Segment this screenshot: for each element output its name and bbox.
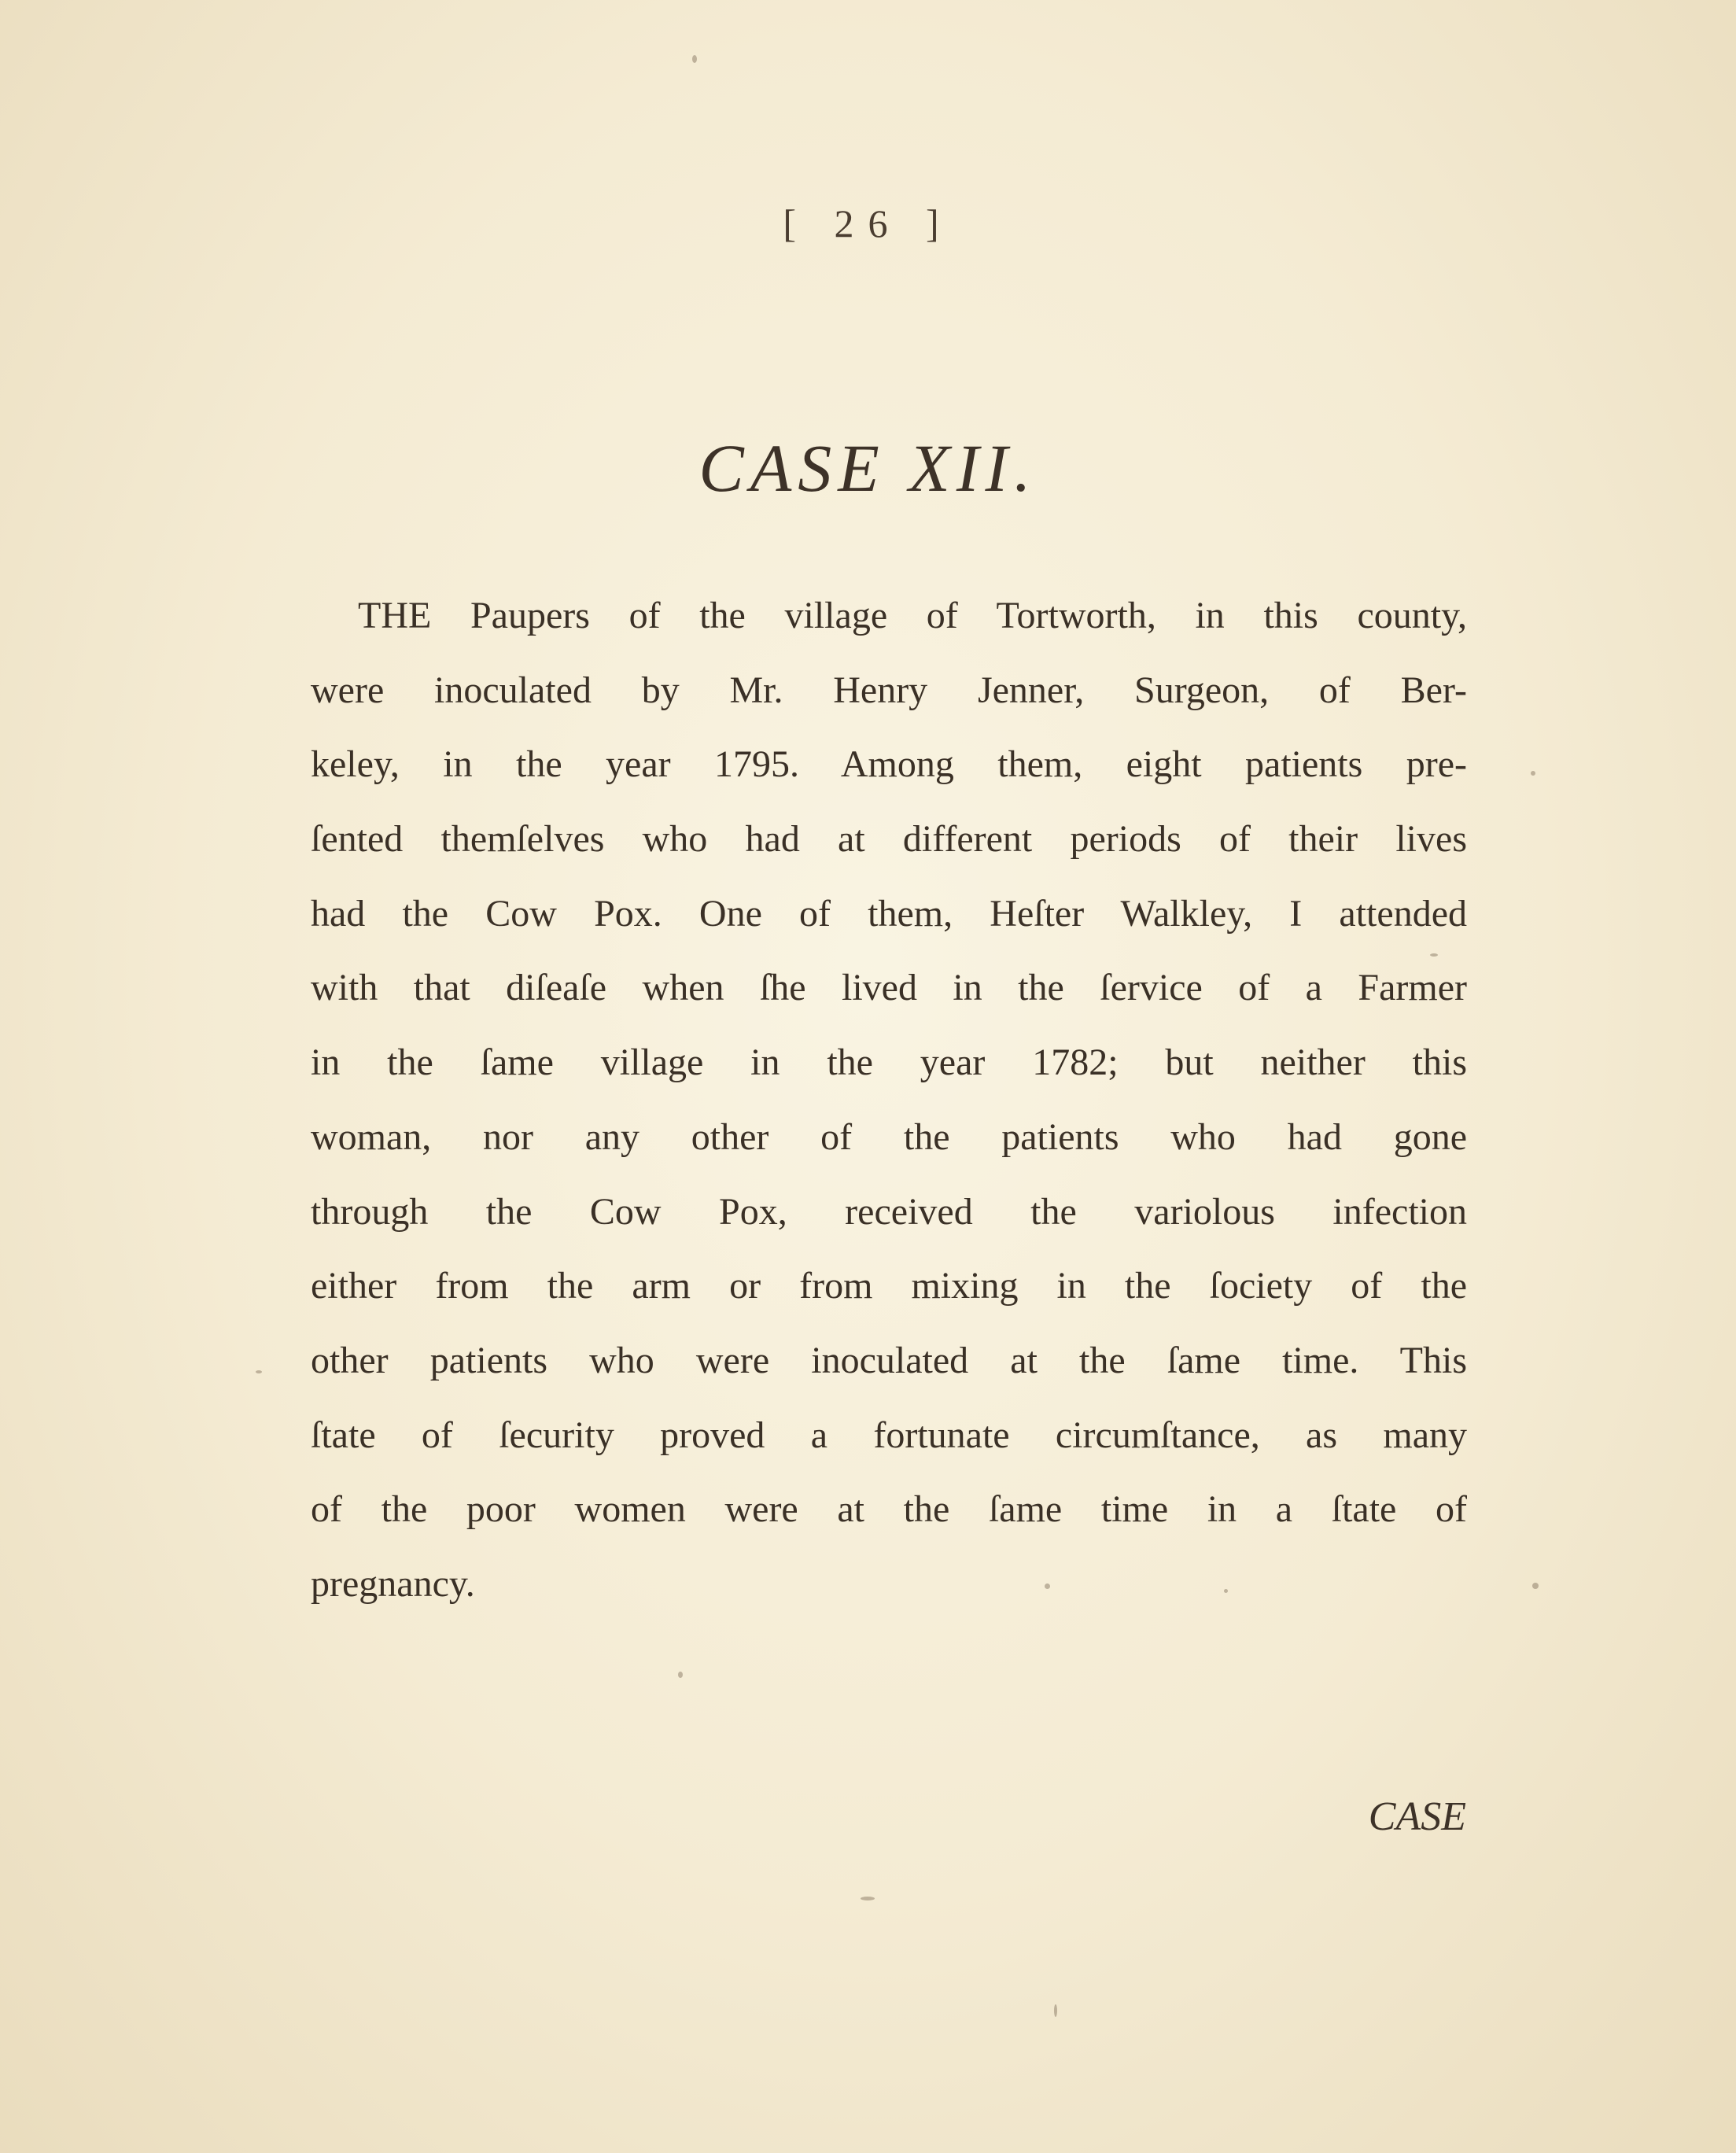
paper-speck	[1531, 771, 1535, 776]
text-line: keley, in the year 1795. Among them, eight patients pre-	[311, 743, 1467, 786]
catchword: CASE	[1368, 1794, 1466, 1839]
text-line: ſtate of ſecurity proved a fortunate circumſtance, as many	[311, 1414, 1467, 1456]
paper-speck	[678, 1672, 683, 1678]
text-line: ſented themſelves who had at different periods of their lives	[311, 818, 1467, 861]
text-line: other patients who were inoculated at the ſame time. This	[311, 1339, 1467, 1381]
text-line: THE Paupers of the village of Tortworth, in this county,	[358, 595, 1467, 636]
text-line: of the poor women were at the ſame time in a ſtate of	[311, 1488, 1467, 1531]
paper-speck	[1045, 1583, 1050, 1589]
body-text	[311, 579, 1467, 1622]
paper-speck	[861, 1897, 875, 1900]
page-number: [ 26 ]	[783, 201, 953, 245]
text-line: in the ſame village in the year 1782; but neither this	[311, 1041, 1467, 1084]
paper-speck	[1430, 953, 1438, 957]
text-line: either from the arm or from mixing in the ſociety of the	[311, 1265, 1467, 1307]
paper-speck	[692, 55, 697, 63]
text-line: woman, nor any other of the patients who had gone	[311, 1115, 1467, 1158]
case-title: CASE XII.	[698, 430, 1038, 506]
text-line: were inoculated by Mr. Henry Jenner, Surgeon, of Ber-	[311, 669, 1467, 711]
text-line: pregnancy.	[311, 1562, 475, 1605]
text-line: with that diſeaſe when ſhe lived in the ſervice of a Farmer	[311, 967, 1467, 1009]
text-line: had the Cow Pox. One of them, Heſter Walkley, I attended	[311, 892, 1467, 935]
paper-speck	[1224, 1589, 1228, 1593]
paper-speck	[1054, 2004, 1057, 2017]
text-line: through the Cow Pox, received the variolous infection	[311, 1190, 1467, 1233]
paper-speck	[256, 1370, 262, 1373]
paper-speck	[1532, 1583, 1539, 1589]
